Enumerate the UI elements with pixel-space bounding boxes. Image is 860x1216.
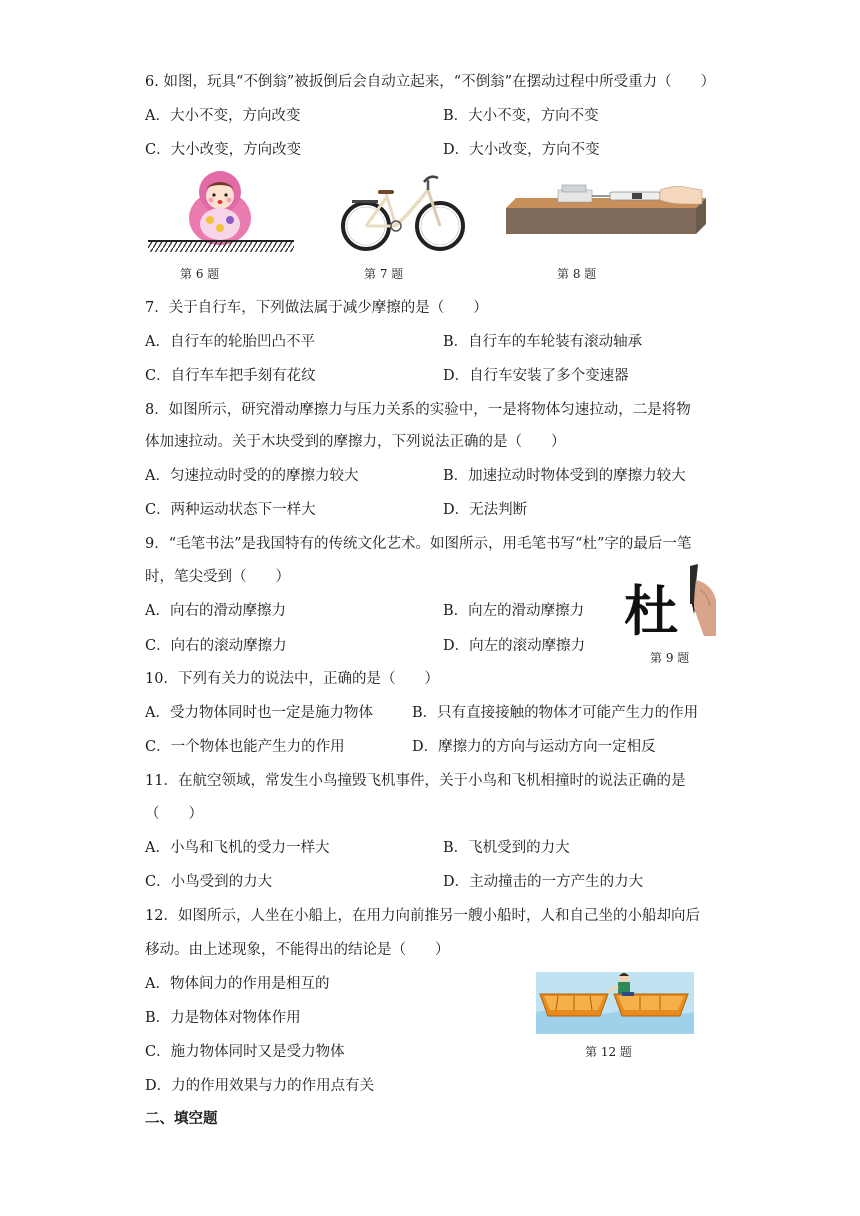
q6-option-b: B．大小不变，方向不变 bbox=[443, 108, 599, 124]
q6-option-c: C．大小改变，方向改变 bbox=[145, 142, 302, 158]
q8-option-c: C．两种运动状态下一样大 bbox=[145, 502, 316, 518]
q11-option-c: C．小鸟受到的力大 bbox=[145, 874, 273, 890]
figure-8-caption: 第 8 题 bbox=[557, 267, 597, 281]
q11-stem-line2: （ ） bbox=[145, 806, 203, 822]
q12-option-b: B．力是物体对物体作用 bbox=[145, 1010, 301, 1026]
figure-7-caption: 第 7 题 bbox=[364, 267, 404, 281]
boats-figure bbox=[536, 972, 694, 1034]
q11-option-a: A．小鸟和飞机的受力一样大 bbox=[145, 840, 330, 856]
q7-option-d: D．自行车安装了多个变速器 bbox=[443, 368, 629, 384]
q12-stem-line2: 移动。由上述现象，不能得出的结论是（ ） bbox=[145, 942, 450, 958]
q12-option-a: A．物体间力的作用是相互的 bbox=[145, 976, 330, 992]
q8-option-b: B．加速拉动时物体受到的摩擦力较大 bbox=[443, 468, 686, 484]
q12-option-c: C．施力物体同时又是受力物体 bbox=[145, 1044, 345, 1060]
q6-stem: 6. 如图，玩具“不倒翁”被扳倒后会自动立起来，“不倒翁”在摆动过程中所受重力（ ） bbox=[145, 74, 716, 90]
q6-option-d: D．大小改变，方向不变 bbox=[443, 142, 600, 158]
q11-option-d: D．主动撞击的一方产生的力大 bbox=[443, 874, 644, 890]
q9-option-b: B．向左的滑动摩擦力 bbox=[443, 603, 585, 619]
friction-experiment-figure bbox=[506, 184, 706, 238]
q9-option-d: D．向左的滚动摩擦力 bbox=[443, 638, 586, 654]
calligraphy-character: 杜 bbox=[624, 579, 678, 642]
q11-option-b: B．飞机受到的力大 bbox=[443, 840, 570, 856]
figure-9-caption: 第 9 题 bbox=[650, 651, 690, 665]
q9-stem-line2: 时，笔尖受到（ ） bbox=[145, 569, 290, 585]
q12-stem-line1: 12．如图所示，人坐在小船上，在用力向前推另一艘小船时，人和自己坐的小船却向后 bbox=[145, 908, 700, 924]
q10-option-d: D．摩擦力的方向与运动方向一定相反 bbox=[412, 739, 656, 755]
q6-option-a: A．大小不变，方向改变 bbox=[145, 108, 301, 124]
q8-option-a: A．匀速拉动时受的的摩擦力较大 bbox=[145, 468, 359, 484]
q10-stem: 10．下列有关力的说法中，正确的是（ ） bbox=[145, 671, 439, 687]
q8-option-d: D．无法判断 bbox=[443, 502, 528, 518]
calligraphy-figure bbox=[622, 560, 718, 642]
q12-option-d: D．力的作用效果与力的作用点有关 bbox=[145, 1078, 375, 1094]
q8-stem-line1: 8．如图所示，研究滑动摩擦力与压力关系的实验中，一是将物体匀速拉动，二是将物 bbox=[145, 402, 691, 418]
q9-option-c: C．向右的滚动摩擦力 bbox=[145, 638, 287, 654]
q7-option-b: B．自行车的车轮装有滚动轴承 bbox=[443, 334, 643, 350]
q7-stem: 7．关于自行车，下列做法属于减少摩擦的是（ ） bbox=[145, 300, 488, 316]
bicycle-figure bbox=[340, 170, 466, 254]
q7-option-a: A．自行车的轮胎凹凸不平 bbox=[145, 334, 315, 350]
q10-option-b: B．只有直接接触的物体才可能产生力的作用 bbox=[412, 705, 699, 721]
figure-6-caption: 第 6 题 bbox=[180, 267, 220, 281]
q9-stem-line1: 9．“毛笔书法”是我国特有的传统文化艺术。如图所示，用毛笔书写“杜”字的最后一笔 bbox=[145, 536, 692, 552]
section-heading: 二、填空题 bbox=[145, 1110, 218, 1127]
q8-stem-line2: 体加速拉动。关于木块受到的摩擦力，下列说法正确的是（ ） bbox=[145, 434, 566, 450]
figure-12-caption: 第 12 题 bbox=[585, 1045, 632, 1059]
q10-option-a: A．受力物体同时也一定是施力物体 bbox=[145, 705, 373, 721]
tumbler-toy-figure bbox=[148, 168, 294, 254]
q11-stem-line1: 11．在航空领域，常发生小鸟撞毁飞机事件，关于小鸟和飞机相撞时的说法正确的是 bbox=[145, 773, 686, 789]
q7-option-c: C．自行车车把手刻有花纹 bbox=[145, 368, 316, 384]
q9-option-a: A．向右的滑动摩擦力 bbox=[145, 603, 286, 619]
q10-option-c: C．一个物体也能产生力的作用 bbox=[145, 739, 345, 755]
